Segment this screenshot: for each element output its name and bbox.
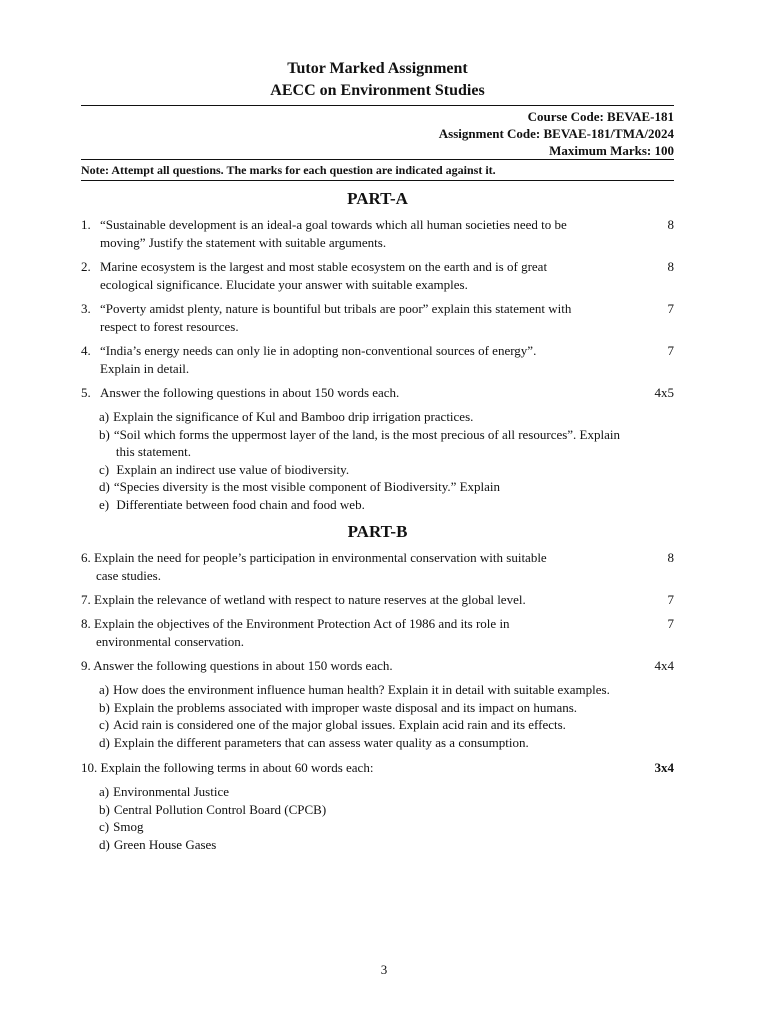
question-number: 1.	[81, 217, 91, 232]
subquestion-line: “Soil which forms the uppermost layer of the land, is the most precious of all resources”. Explain	[113, 426, 620, 442]
question-text	[81, 759, 644, 777]
subquestion	[99, 496, 674, 514]
header-top-rule	[81, 105, 674, 106]
question-9	[81, 657, 674, 675]
subquestion-label: d)	[99, 479, 110, 494]
question-marks: 7	[667, 301, 674, 316]
question-line: Explain the relevance of wetland with respect to nature reserves at the global level.	[94, 592, 526, 607]
subquestion	[99, 461, 674, 479]
question-marks: 7	[667, 343, 674, 358]
question-3	[81, 300, 674, 336]
question-line: Explain in detail.	[100, 361, 190, 376]
subquestion-label: d)	[99, 734, 110, 750]
question-text	[100, 384, 644, 402]
question-number: 9.	[81, 658, 91, 673]
question-marks: 4x5	[654, 385, 674, 400]
subquestion-text: How does the environment influence human health? Explain it in detail with suitable examples.	[113, 682, 610, 697]
part-a-title: PART-A	[347, 189, 408, 208]
subquestion-text: Explain the different parameters that can assess water quality as a consumption.	[113, 734, 529, 750]
subquestion-text: “Species diversity is the most visible component of Biodiversity.” Explain	[113, 479, 501, 494]
question-line: “Poverty amidst plenty, nature is bountiful but tribals are poor” explain this statement with	[100, 301, 572, 316]
subquestion-label: a)	[99, 682, 110, 697]
subquestion	[99, 801, 674, 819]
question-line: ecological significance. Elucidate your answer with suitable examples.	[100, 277, 468, 292]
question-number: 3.	[81, 301, 91, 316]
question-2	[81, 258, 674, 294]
course-code: Course Code: BEVAE-181	[527, 109, 674, 124]
question-line: Explain the following terms in about 60 words each:	[100, 760, 374, 775]
question-line: environmental conservation.	[96, 634, 245, 649]
question-10	[81, 759, 674, 777]
subquestion	[99, 478, 674, 496]
note-bottom-rule	[81, 180, 674, 181]
question-7	[81, 591, 674, 609]
question-text	[81, 591, 644, 609]
question-line: Answer the following questions in about 150 words each.	[100, 385, 400, 400]
subquestion	[99, 681, 674, 699]
question-line: “Sustainable development is an ideal-a goal towards which all human societies need to be	[100, 217, 567, 232]
document-title: Tutor Marked Assignment	[287, 60, 468, 77]
question-1	[81, 216, 674, 252]
subquestion-text	[114, 426, 674, 461]
subquestion-label: c)	[99, 717, 110, 732]
question-4	[81, 342, 674, 378]
question-text	[100, 216, 644, 252]
subquestion-label: c)	[99, 819, 110, 834]
subquestion-text: Green House Gases	[113, 836, 217, 852]
subquestion-text: Environmental Justice	[113, 784, 229, 799]
question-text	[100, 300, 644, 336]
subquestion	[99, 783, 674, 801]
question-line: moving” Justify the statement with suitable arguments.	[100, 235, 387, 250]
subquestion	[99, 699, 674, 717]
question-marks: 3x4	[654, 760, 674, 775]
question-number: 6.	[81, 550, 91, 565]
subquestion-text: Smog	[113, 819, 144, 834]
question-9-subquestions	[99, 681, 674, 751]
question-marks: 7	[667, 616, 674, 631]
question-6	[81, 549, 674, 585]
subquestion-label: b)	[99, 699, 110, 715]
assignment-page	[81, 58, 674, 861]
question-5-subquestions	[99, 408, 674, 513]
question-marks: 4x4	[654, 658, 674, 673]
subquestion-label: a)	[99, 409, 110, 424]
header-meta	[81, 108, 674, 159]
subquestion-text: Explain the significance of Kul and Bamboo drip irrigation practices.	[113, 409, 474, 424]
question-number: 10.	[81, 760, 98, 775]
subquestion	[99, 426, 674, 461]
question-line: case studies.	[96, 568, 161, 583]
subquestion-label: a)	[99, 784, 110, 799]
subquestion	[99, 408, 674, 426]
question-number: 7.	[81, 592, 91, 607]
maximum-marks: Maximum Marks: 100	[549, 143, 674, 158]
question-number: 8.	[81, 616, 91, 631]
subquestion	[99, 716, 674, 734]
question-text	[81, 549, 644, 585]
subquestion-label: c)	[99, 461, 110, 477]
question-marks: 8	[667, 259, 674, 274]
question-line: Marine ecosystem is the largest and most stable ecosystem on the earth and is of great	[100, 259, 548, 274]
question-text	[100, 258, 644, 294]
subquestion-text: Differentiate between food chain and food web.	[113, 496, 365, 512]
question-line: Answer the following questions in about 150 words each.	[93, 658, 393, 673]
question-marks: 8	[667, 217, 674, 232]
question-10-subquestions	[99, 783, 674, 853]
subquestion-line: this statement.	[115, 444, 191, 459]
subquestion-label: d)	[99, 836, 110, 852]
page-number: 3	[380, 962, 388, 977]
assignment-code: Assignment Code: BEVAE-181/TMA/2024	[438, 126, 674, 141]
question-line: Explain the need for people’s participation in environmental conservation with suitable	[94, 550, 547, 565]
question-line: “India’s energy needs can only lie in adopting non-conventional sources of energy”.	[100, 343, 537, 358]
question-number: 5.	[81, 385, 91, 400]
subquestion-label: b)	[99, 801, 110, 817]
subquestion	[99, 734, 674, 752]
subquestion-text: Acid rain is considered one of the major global issues. Explain acid rain and its effects.	[113, 717, 566, 732]
question-line: respect to forest resources.	[100, 319, 239, 334]
question-8	[81, 615, 674, 651]
subquestion-label: b)	[99, 426, 110, 442]
question-text	[81, 615, 644, 651]
question-text	[81, 657, 644, 675]
document-subtitle: AECC on Environment Studies	[270, 82, 485, 99]
question-text	[100, 342, 644, 378]
subquestion	[99, 836, 674, 854]
instructions-note: Note: Attempt all questions. The marks for each question are indicated against it.	[81, 163, 496, 177]
question-marks: 8	[667, 550, 674, 565]
subquestion-text: Explain an indirect use value of biodiversity.	[113, 461, 350, 477]
question-marks: 7	[667, 592, 674, 607]
subquestion-label: e)	[99, 496, 110, 512]
subquestion	[99, 818, 674, 836]
subquestion-text: Central Pollution Control Board (CPCB)	[113, 801, 327, 817]
question-5	[81, 384, 674, 402]
question-line: Explain the objectives of the Environment Protection Act of 1986 and its role in	[94, 616, 510, 631]
question-number: 4.	[81, 343, 91, 358]
subquestion-text: Explain the problems associated with improper waste disposal and its impact on humans.	[113, 699, 578, 715]
question-number: 2.	[81, 259, 91, 274]
note-top-rule	[81, 159, 674, 160]
part-b-title: PART-B	[347, 522, 408, 541]
